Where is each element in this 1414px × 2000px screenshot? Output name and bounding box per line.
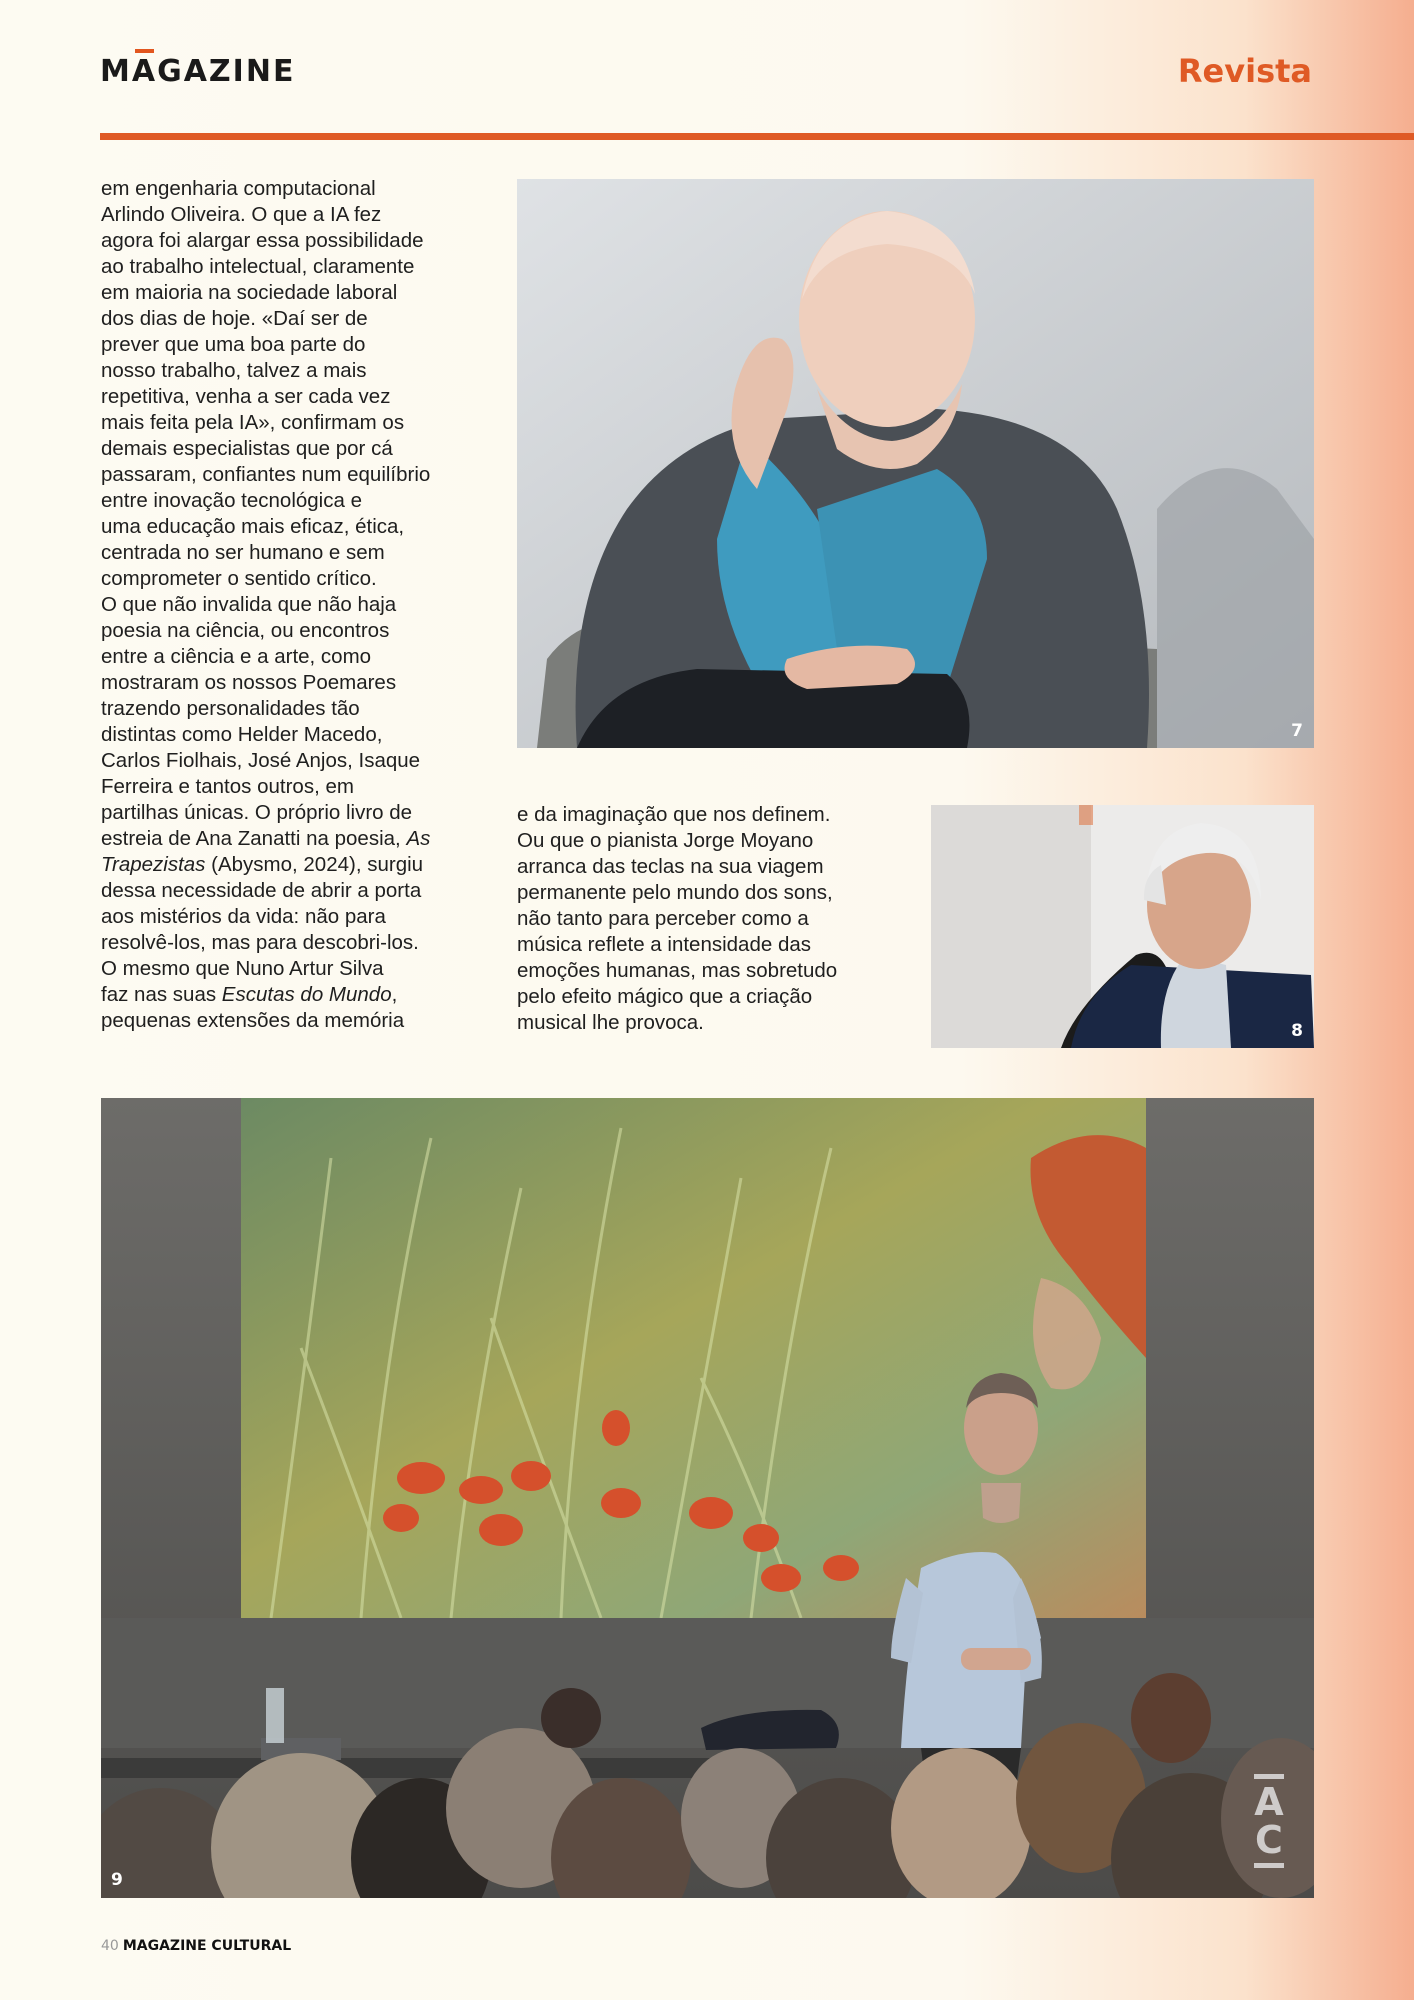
section-title: Revista [1177,52,1312,90]
publication-name: MAGAZINE CULTURAL [122,1938,292,1954]
article-text-col1-b: (Abysmo, 2024), surgiu dessa necessidade de abrir a porta aos mistérios da vida: não para resolvê-los, mas para descobri-los. O mesmo que Nuno Artur Silva faz nas suas [101,853,424,1006]
page-footer [101,1938,291,1954]
magazine-logo: MAGAZINE [100,54,296,89]
logo-macron-letter: A [131,54,158,89]
header-rule [100,133,1414,140]
photo-9-image [101,1098,1314,1898]
photo-9-number: 9 [111,1870,123,1890]
article-column-1 [101,176,493,1034]
photo-9 [101,1098,1314,1898]
page-number: 40 [101,1938,119,1954]
series-title: Escutas do Mundo [221,983,392,1006]
article-text-col1: em engenharia computacional Arlindo Oliveira. O que a IA fez agora foi alargar essa possibilidade ao trabalho intelectual, claramente em maioria na sociedade laboral dos dias de hoje. «Daí ser de prever que uma boa parte do nosso trabalho, talvez a mais repetitiva, venha a ser cada vez mais feita pela IA», confirmam os demais especialistas que por cá passaram, confiantes num equilíbrio entre inovação tecnológica e uma educação mais eficaz, ética, centrada no ser humano e sem comprometer o sentido crítico. O que não invalida que não haja poesia na ciência, ou encontros entre a ciência e a arte, como mostraram os nossos Poemares trazendo personalidades tão distintas como Helder Macedo, Carlos Fiolhais, José Anjos, Isaque Ferreira e tantos outros, em partilhas únicas. O próprio livro de estreia de Ana Zanatti na poesia, [101,177,431,850]
photo-8-number: 8 [1291,1021,1303,1041]
article-column-2: e da imaginação que nos definem. Ou que o pianista Jorge Moyano arranca das teclas na sua viagem permanente pelo mundo dos sons, não tanto para perceber como a música reflete a intensidade das emoções humanas, mas sobretudo pelo efeito mágico que a criação musical lhe provoca. [517,803,838,1034]
photo-8-image [931,805,1314,1048]
photo-8 [931,805,1314,1048]
article-text-col1-c: , pequenas extensões da memória [101,983,405,1032]
book-title: As Trapezistas [101,827,431,876]
ac-watermark: AC [1254,1774,1284,1868]
photo-7-image [517,179,1314,748]
photo-7 [517,179,1314,748]
photo-7-number: 7 [1291,721,1303,741]
